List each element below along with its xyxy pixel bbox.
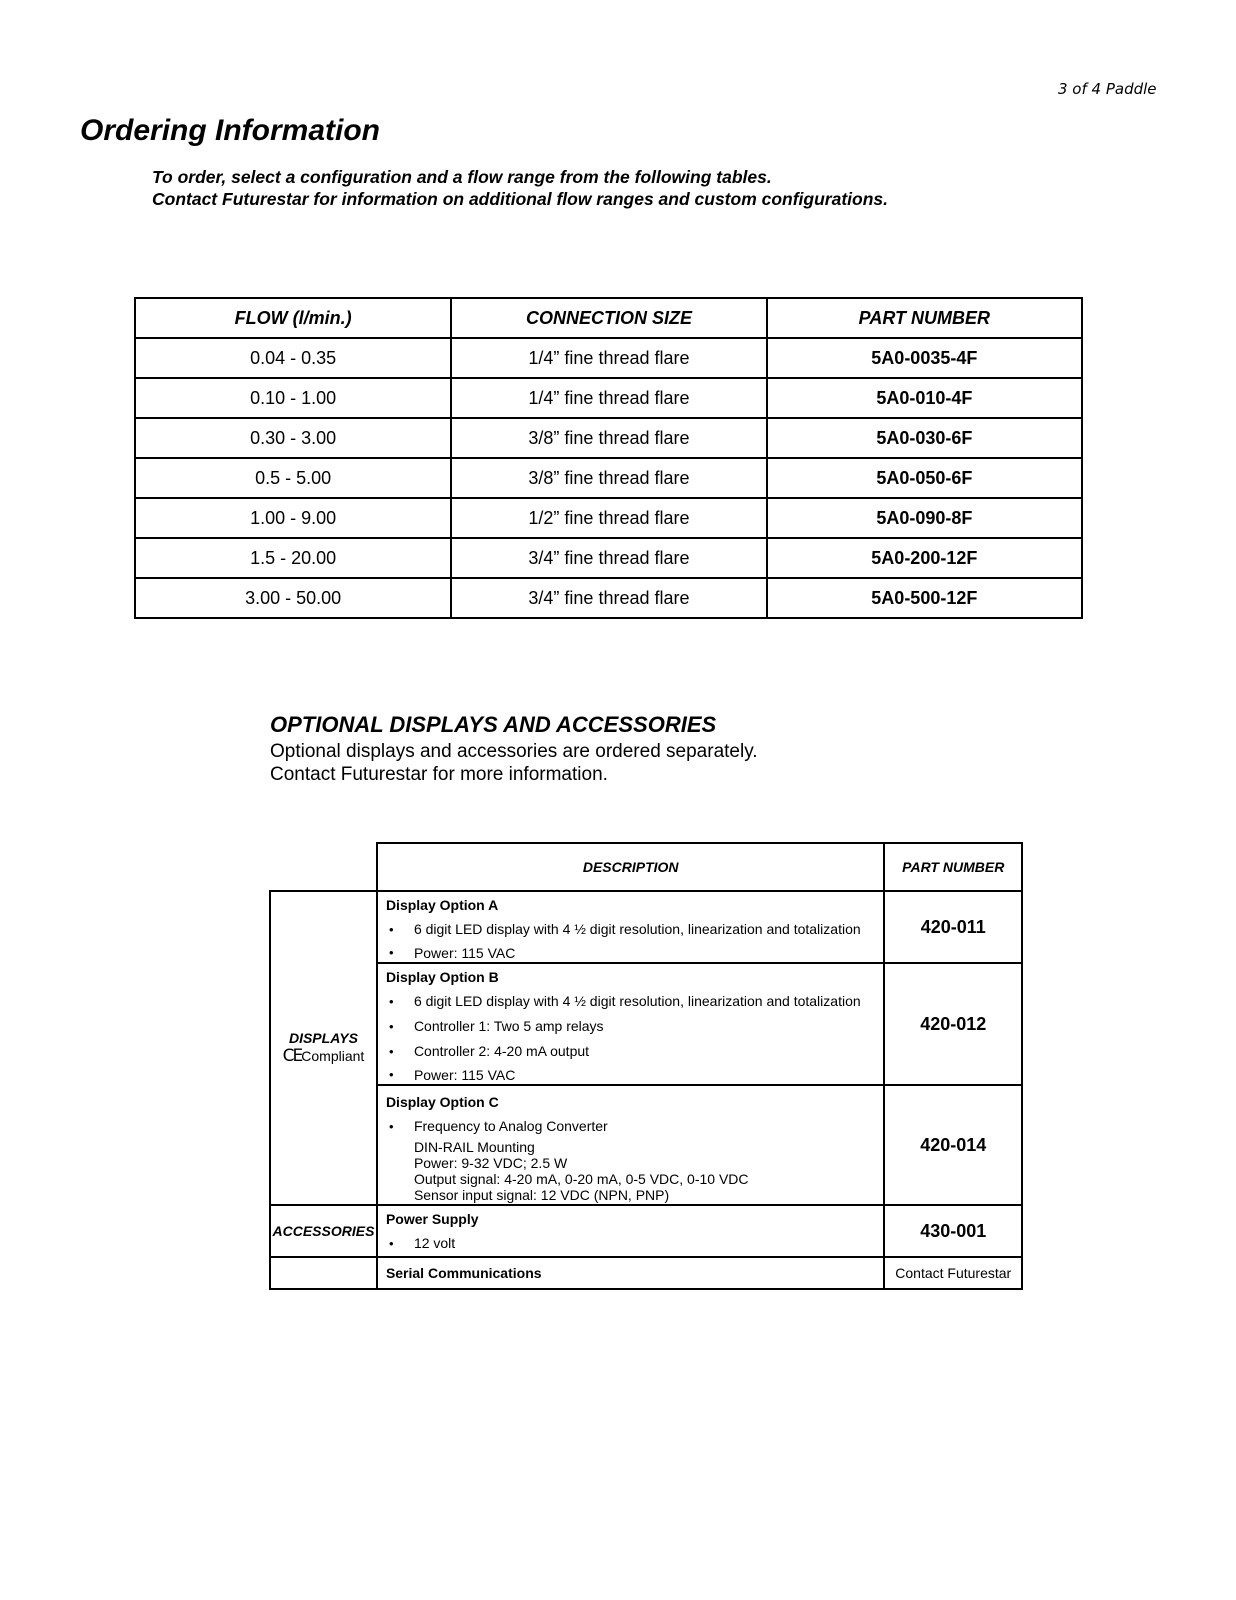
option-name: Display Option B [385, 969, 499, 985]
table-row [270, 1085, 1022, 1205]
table-row [270, 891, 1022, 963]
table-header-row [135, 298, 1082, 338]
header-description: DESCRIPTION [377, 843, 885, 891]
connection-cell: 1/4” fine thread flare [451, 338, 766, 378]
option-name: Serial Communications [385, 1265, 542, 1281]
displays-label: DISPLAYS [288, 1030, 358, 1046]
detail-line: DIN-RAIL Mounting [413, 1139, 535, 1155]
header-flow: FLOW (l/min.) [135, 298, 451, 338]
empty-category-cell [270, 1257, 377, 1289]
option-a-description [377, 891, 885, 963]
header-part-number: PART NUMBER [767, 298, 1082, 338]
table-row [270, 963, 1022, 1085]
optional-line: Contact Futurestar for more information. [270, 764, 608, 785]
flow-cell: 1.00 - 9.00 [135, 498, 451, 538]
flow-cell: 3.00 - 50.00 [135, 578, 451, 618]
header-part-number: PART NUMBER [884, 843, 1022, 891]
detail-line: Sensor input signal: 12 VDC (NPN, PNP) [413, 1187, 670, 1203]
list-item: • 12 volt [378, 1231, 884, 1256]
ce-mark-icon: CE [282, 1046, 302, 1066]
table-row [270, 1257, 1022, 1289]
option-c-description [377, 1085, 885, 1205]
table-row [135, 498, 1082, 538]
optional-section-text [270, 740, 758, 786]
part-number-cell: 5A0-0035-4F [767, 338, 1082, 378]
blank-header-cell [270, 843, 377, 891]
table-row [135, 338, 1082, 378]
page-title: Ordering Information [80, 114, 380, 147]
table-row [135, 458, 1082, 498]
list-item: • 6 digit LED display with 4 ½ digit resolution, linearization and totalization [378, 917, 884, 942]
part-number-cell: 5A0-500-12F [767, 578, 1082, 618]
table-header-row [270, 843, 1022, 891]
connection-cell: 3/8” fine thread flare [451, 418, 766, 458]
connection-cell: 3/8” fine thread flare [451, 458, 766, 498]
connection-cell: 1/4” fine thread flare [451, 378, 766, 418]
part-number-cell: 430-001 [884, 1205, 1022, 1257]
part-number-cell: 5A0-200-12F [767, 538, 1082, 578]
part-number-cell: 5A0-030-6F [767, 418, 1082, 458]
page-label: 3 of 4 Paddle [1058, 80, 1157, 98]
flow-cell: 0.30 - 3.00 [135, 418, 451, 458]
table-row [135, 378, 1082, 418]
header-connection-size: CONNECTION SIZE [451, 298, 766, 338]
intro-text [152, 166, 888, 210]
part-number-cell: 5A0-050-6F [767, 458, 1082, 498]
intro-line: To order, select a configuration and a flow range from the following tables. [152, 167, 772, 187]
option-name: Power Supply [385, 1211, 479, 1227]
list-item: • Power: 115 VAC [378, 1064, 884, 1084]
detail-line: Output signal: 4-20 mA, 0-20 mA, 0-5 VDC, 0-10 VDC [413, 1171, 749, 1187]
list-item: • Controller 1: Two 5 amp relays [378, 1014, 884, 1039]
flow-cell: 1.5 - 20.00 [135, 538, 451, 578]
power-supply-description [377, 1205, 885, 1257]
list-item: • Controller 2: 4-20 mA output [378, 1039, 884, 1064]
detail-line: Power: 9-32 VDC; 2.5 W [413, 1155, 568, 1171]
part-number-cell: 5A0-010-4F [767, 378, 1082, 418]
part-number-cell: Contact Futurestar [884, 1257, 1022, 1289]
part-number-cell: 420-014 [884, 1085, 1022, 1205]
list-item: • Frequency to Analog Converter [378, 1114, 884, 1139]
list-item: • 6 digit LED display with 4 ½ digit resolution, linearization and totalization [378, 989, 884, 1014]
table-row [270, 1205, 1022, 1257]
intro-line: Contact Futurestar for information on additional flow ranges and custom configurations. [152, 189, 888, 209]
table-row [135, 578, 1082, 618]
flow-range-table [134, 297, 1083, 619]
flow-cell: 0.5 - 5.00 [135, 458, 451, 498]
part-number-cell: 5A0-090-8F [767, 498, 1082, 538]
flow-cell: 0.04 - 0.35 [135, 338, 451, 378]
accessories-table [269, 842, 1023, 1290]
serial-description [377, 1257, 885, 1289]
accessories-category-cell: ACCESSORIES [270, 1205, 377, 1257]
table-row [135, 538, 1082, 578]
table-row [135, 418, 1082, 458]
part-number-cell: 420-012 [884, 963, 1022, 1085]
optional-line: Optional displays and accessories are ordered separately. [270, 741, 758, 762]
connection-cell: 3/4” fine thread flare [451, 538, 766, 578]
optional-section-title: OPTIONAL DISPLAYS AND ACCESSORIES [270, 712, 717, 737]
compliant-label: Compliant [301, 1048, 365, 1064]
flow-cell: 0.10 - 1.00 [135, 378, 451, 418]
part-number-cell: 420-011 [884, 891, 1022, 963]
connection-cell: 1/2” fine thread flare [451, 498, 766, 538]
option-name: Display Option C [385, 1094, 499, 1110]
displays-category-cell [270, 891, 377, 1205]
option-b-description [377, 963, 885, 1085]
option-name: Display Option A [385, 897, 499, 913]
list-item: • Power: 115 VAC [378, 942, 884, 962]
connection-cell: 3/4” fine thread flare [451, 578, 766, 618]
